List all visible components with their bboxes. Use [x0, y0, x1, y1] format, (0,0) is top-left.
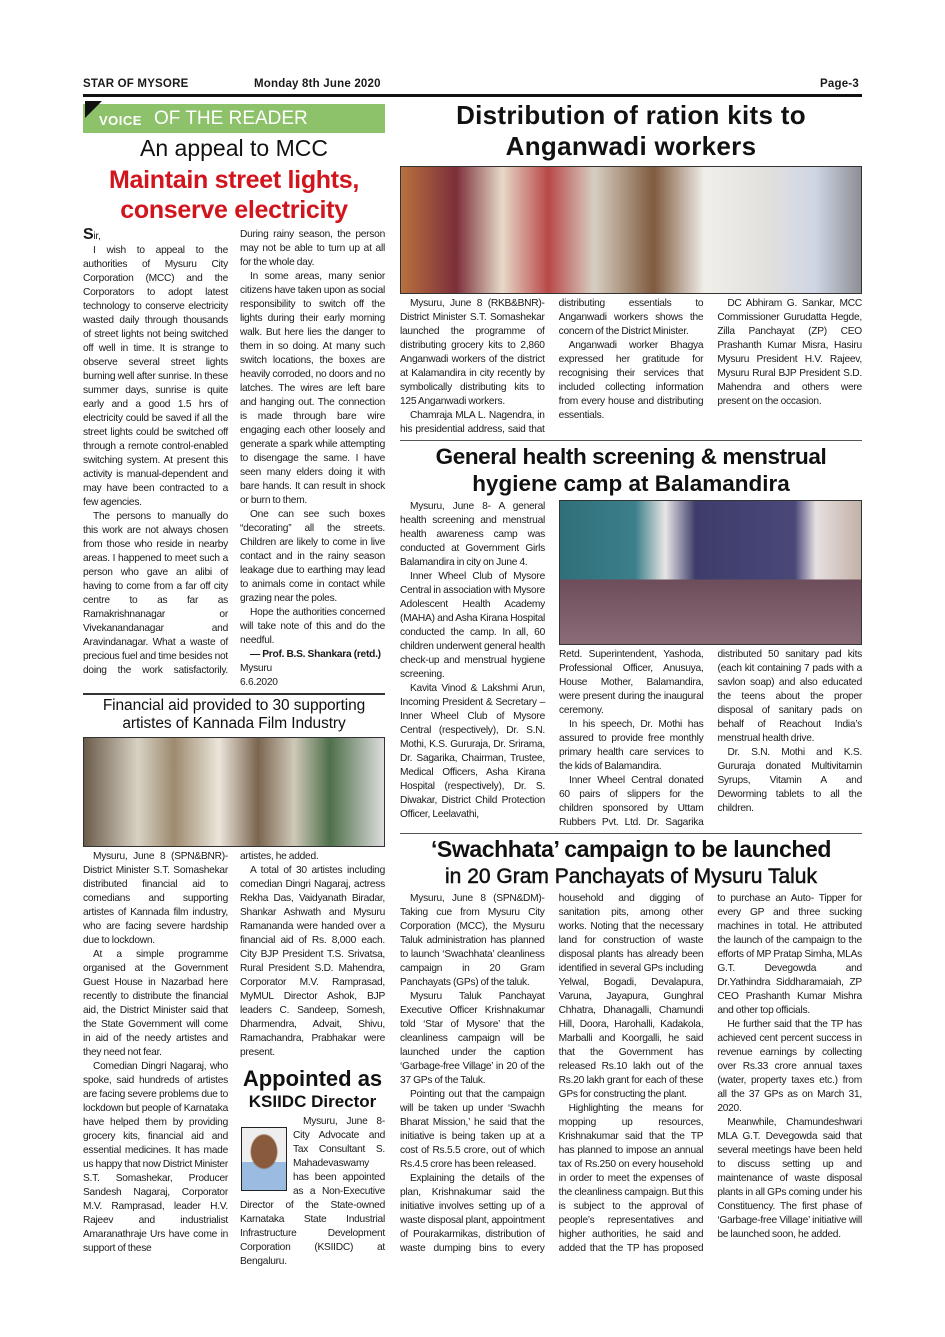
letter-signature: — Prof. B.S. Shankara (retd.): [250, 648, 381, 660]
health-paragraph: Mysuru, June 8- A general health screening and menstrual health awareness camp was conducted at Government Girls Balamandira in city on June 4.: [400, 501, 545, 569]
financial-aid-photo: [83, 737, 385, 847]
salutation: [83, 225, 228, 244]
health-paragraph: Inner Wheel Central donated 60 pairs of slippers for the children sponsored by Uttam Rubbers Pvt. Ltd. Dr. Sagarika distributed 50 sanitary pad kits (each kit containing 7 pads with a savlon soap) and also educated the teens about the proper disposal of sanitary pads on behalf of Reachout India’s menstrual health drive.: [559, 649, 862, 829]
swachhata-headline-line1: ‘Swachhata’ campaign to be launched: [430, 836, 832, 863]
letter-date: 6.6.2020: [240, 676, 278, 688]
letter-headline-line1: Maintain street lights,: [108, 165, 360, 194]
section-divider: [400, 833, 862, 834]
letter-body: [83, 225, 385, 690]
section-divider: [83, 693, 385, 695]
health-right-block: [559, 500, 862, 830]
newspaper-name: STAR OF MYSORE: [83, 78, 189, 90]
swachhata-paragraph: He further said that the TP has achieved cent percent success in revenue earnings by collecting over Rs.33 crore annual taxes (water, property taxes etc.) from all the 37 GPs as on March 31, 2020.: [717, 1019, 862, 1115]
ration-paragraph: Anganwadi worker Bhagya expressed her gratitude for recognising their services that included collecting information from every house and distributing essentials.: [558, 340, 704, 422]
voice-label: VOICE: [99, 113, 142, 128]
page-number: Page-3: [820, 78, 859, 90]
financial-paragraph: Mysuru, June 8 (SPN&BNR)- District Minister S.T. Somashekar distributed financial aid to comedians and supporting artistes of Kannada film industry, who are facing severe hardship due to lockdown.: [83, 850, 228, 946]
health-camp-photo: [559, 500, 862, 645]
appointed-paragraph: Mysuru, June 8- City Advocate and Tax Consultant S. Mahadevaswamy has been appointed as a Non-Executive Director of the State-owned Karnataka State Industrial Infrastructure Development Corporation (KSIIDC) at Bengaluru.: [240, 1115, 385, 1267]
health-paragraph: Dr. S.N. Mothi and K.S. Gururaja donated Multivitamin Syrups, Vitamin A and Deworming tablets to all the children.: [717, 747, 862, 815]
portrait-photo: [241, 1127, 287, 1191]
salutation-text: ir,: [93, 230, 101, 242]
ration-paragraph: Chamraja MLA L. Nagendra, in his presidential address, said that distributing essentials to Anganwadi workers shows the concern of the District Minister.: [400, 298, 704, 436]
health-paragraph: In his speech, Dr. Mothi has assured to provide free monthly primary health care services to the kids of Balamandira.: [559, 719, 704, 773]
appointed-headline-line2: KSIIDC Director: [248, 1092, 377, 1112]
appointed-headline-line1: Appointed as: [242, 1065, 383, 1091]
of-the-reader-label: OF THE READER: [154, 108, 308, 129]
section-divider: [400, 440, 862, 441]
health-body-col1: [400, 500, 545, 830]
health-continuation: Retd. Superintendent, Yashoda, Professional Officer, Anusuya, House Mother, Balamandira, were present during the inaugural ceremony.: [559, 649, 704, 717]
ration-body: [400, 297, 862, 437]
swachhata-paragraph: Pointing out that the campaign will be taken up under ‘Swachh Bharat Mission,’ he said that the initiative is being taken up at a cost of Rs.5.5 crore, out of which Rs.4.5 crore has been released.: [400, 1089, 545, 1171]
letter-place: Mysuru: [240, 662, 272, 674]
financial-paragraph: Comedian Dingri Nagaraj, who spoke, said hundreds of artistes are facing severe problems due to lockdown but people of Karnataka have helped them by providing grocery kits, financial aid and essential medicines. It has made us happy that now District Minister S.T. Somashekar, Producer Sandesh Nagaraj, Corporator M.V. Ramprasad, leader H.V. Rajeev and industrialist Amaranathraje Urs have come in support of these: [83, 1060, 228, 1254]
swachhata-headline-line2: in 20 Gram Panchayats of Mysuru Taluk: [445, 864, 817, 888]
financial-headline-line2: artistes of Kannada Film Industry: [122, 715, 346, 733]
right-column: [400, 100, 862, 1256]
health-body-cols23: [559, 648, 862, 830]
letter-paragraph: I wish to appeal to the authorities of Mysuru City Corporation (MCC) and the Corporators to adopt latest technology to conserve electricity wasted daily through thousands of street lights not being switched off well in time. It is strange to observe several street lights burning well after sunrise. In these summer days, sunrise is quite early and a good 1.5 hrs of electricity could be saved if all the street lights could be switched off through a remote control-enabled switching system. At present this activity is manual-dependent and may have been contracted to a few agencies.: [83, 244, 228, 508]
swachhata-paragraph: Mysuru, June 8 (SPN&DM)- Taking cue from Mysuru City Corporation (MCC), the Mysuru Taluk administration has planned to launch ‘Swachhata’ cleanliness campaign in 20 Gram Panchayats (GPs) of the taluk.: [400, 893, 545, 989]
letter-paragraph: Hope the authorities concerned will take note of this and do the needful.: [240, 606, 385, 646]
ration-kits-photo: [400, 166, 862, 294]
ration-paragraph: DC Abhiram G. Sankar, MCC Commissioner Gurudatta Hegde, Zilla Panchayat (ZP) CEO Prashanth Kumar Misra, Hasiru Mysuru President H.V. Rajeev, Mysuru Rural BJP President S.D. Mahendra and others were present on the occasion.: [717, 298, 862, 408]
financial-paragraph: At a simple programme organised at the Government Guest House in Nazarbad here recently to distribute the financial aid, the District Minister said that the State Government will come in aid of the needy artistes and they need not fear.: [83, 948, 228, 1058]
ration-headline-line2: Anganwadi workers: [505, 131, 757, 162]
financial-paragraph: A total of 30 artistes including comedian Dingri Nagaraj, actress Rekha Das, Vaidyanath Biradar, Shankar Ashwath and Mysuru Ramananda were handed over a financial aid of Rs. 8,000 each. City BJP President T.S. Srivatsa, Rural President S.D. Mahendra, Corporator M.V. Ramprasad, MyMUL Director Ashok, BJP leaders C. Sandeep, Somesh, Dharmendra, Advait, Shivu, Ramachandra, Prabhakar were present.: [240, 864, 385, 1058]
letter-headline-line2: conserve electricity: [120, 195, 348, 224]
swachhata-body: [400, 892, 862, 1256]
left-column: [83, 104, 385, 1269]
swachhata-paragraph: Mysuru Taluk Panchayat Executive Officer Krishnakumar told ‘Star of Mysore’ that the cleanliness campaign will be launched under the caption ‘Garbage-free Village’ in 20 of the 37 GPs of the Taluk.: [400, 991, 545, 1087]
financial-col2-text: [240, 850, 385, 1060]
financial-continuation: artistes, he added.: [240, 850, 319, 862]
drop-cap: S: [83, 225, 94, 243]
health-paragraph: Kavita Vinod & Lakshmi Arun, Incoming President & Secretary – Inner Wheel Club of Mysore Central (respectively), Dr. S.N. Mothi, K.S. Gururaja, Dr. Srirama, Dr. Sagarika, Chairman, Trustee, Medical Officers, Asha Kirana Hospital (respectively), Dr. S. Diwakar, District Child Protection Officer, Leelavathi,: [400, 683, 545, 821]
masthead-rule: [83, 94, 862, 97]
swachhata-paragraph: Highlighting the means for mopping up resources, Krishnakumar said that the TP has planned to impose an annual tax of Rs.250 on every household in order to meet the expenses of the cleanliness campaign. But this is subject to the approval of people’s representatives and higher authorities, he said and added that the TP has proposed to purchase an Auto- Tipper for every GP and three sucking machines in total. He attributed the launch of the campaign to the efforts of MP Pratap Simha, MLAs G.T. Devegowda and Dr.Yathindra Siddharamaiah, ZP CEO Prashanth Kumar Mishra and other top officials.: [558, 893, 862, 1255]
financial-body: [83, 850, 385, 1269]
financial-body-col2: [240, 850, 385, 1269]
health-headline-line1: General health screening & menstrual: [435, 444, 827, 470]
swachhata-paragraph: Explaining the details of the plan, Krishnakumar said the initiative involves setting up of a waste disposal plant, appointment of Pourakarmikas, distribution of waste dumping bins to every household and digging of sanitation pits, among other works. Noting that the necessary land for construction of waste disposal plants has already been identified in several GPs including Yelwal, Bogadi, Devalapura, Varuna, Jayapura, Gunghral Chhatra, Dhanagalli, Chamundi Hill, Doora, Harohalli, Kadakola, Marballi and Koorgalli, he said that the Government has released Rs.10 lakh out of the Rs.20 lakh grant for each of these GPs for constructing the plant.: [400, 893, 704, 1255]
health-headline-line2: hygiene camp at Balamandira: [472, 471, 790, 497]
letter-paragraph: One can see such boxes “decorating” all the streets. Children are likely to come in live contact and in the rainy season leakage due to earthing may lead to animals come in contact while grazing near the poles.: [240, 508, 385, 604]
voice-of-reader-banner: [83, 104, 385, 133]
financial-headline-line1: Financial aid provided to 30 supporting: [102, 696, 366, 714]
letter-paragraph: The persons to manually do this work are not always chosen from those who reside in nearby areas. I happened to meet such a person who gave an alibi of having to come from a far off city centre to as far as Ramakrishnanagar or Vivekanandanagar and Aravindanagar. What a waste of precious fuel and time besides not doing the work satisfactorily. During rainy season, the person may not be able to turn up at all for the whole day.: [83, 228, 385, 676]
swachhata-paragraph: Meanwhile, Chamundeshwari MLA G.T. Devegowda said that several meetings have been held to discuss setting up and maintenance of waste disposal plants in all GPs coming under his Constituency. The first phase of ‘Garbage-free Village’ initiative will be launched soon, he added.: [717, 1117, 862, 1241]
health-body: [400, 500, 862, 830]
ration-headline-line1: Distribution of ration kits to: [456, 100, 806, 130]
financial-body-col1: [83, 850, 228, 1269]
letter-paragraph: In some areas, many senior citizens have taken upon as social responsibility to switch off the lights during their early morning walk. But here lies the danger to them in so doing. At many such switch locations, the boxes are heavily corroded, no doors and no latches. The wires are left bare and hanging out. The connection is made through bare wire engaging each other loosely and generate a spark while attempting to disengage the same. I have seen many elders doing it with bare hands. It can result in shock or burn to them.: [240, 270, 385, 506]
issue-date: Monday 8th June 2020: [254, 78, 381, 90]
appointed-body: [240, 1115, 385, 1269]
health-paragraph: Inner Wheel Club of Mysore Central in association with Mysore Adolescent Health Academy (MAHA) and Asha Kirana Hospital conducted the camp. In all, 60 children underwent general health check-up and menstrual hygiene screening.: [400, 571, 545, 681]
letter-kicker: An appeal to MCC: [140, 135, 328, 161]
ration-paragraph: Mysuru, June 8 (RKB&BNR)- District Minister S.T. Somashekar launched the programme of distributing grocery kits to 2,860 Anganwadi workers of the district at Kalamandira in city recently by symbolically distributing kits to 125 Anganwadi workers.: [400, 298, 545, 408]
